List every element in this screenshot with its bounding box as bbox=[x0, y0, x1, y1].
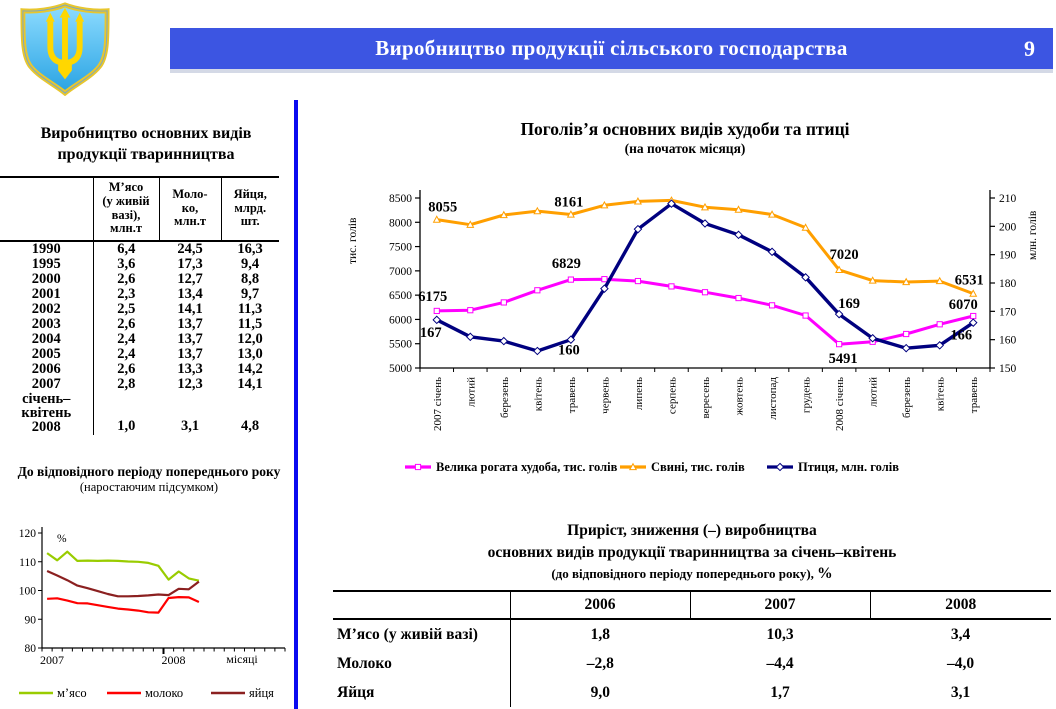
square-marker bbox=[535, 288, 540, 293]
series-line bbox=[437, 279, 973, 344]
year-cell: 2005 bbox=[31, 346, 61, 362]
legend-label: Велика рогата худоба, тис. голів bbox=[436, 460, 618, 474]
legend-label: м’ясо bbox=[57, 686, 87, 700]
value-cell: 1,7 bbox=[770, 683, 790, 701]
column-header: Яйця, млрд. шт. bbox=[221, 177, 279, 241]
legend-label: Свині, тис. голів bbox=[651, 460, 745, 474]
series-line bbox=[47, 552, 199, 581]
table-row bbox=[333, 678, 1051, 707]
table-row bbox=[0, 332, 279, 347]
square-marker bbox=[736, 295, 741, 300]
production-table bbox=[0, 176, 279, 435]
value-cell: 2,6 bbox=[93, 362, 159, 377]
svg-text:110: 110 bbox=[19, 556, 36, 569]
value-cell: 13,3 bbox=[177, 361, 203, 377]
value-cell: 12,7 bbox=[177, 271, 203, 287]
table-row bbox=[333, 649, 1051, 678]
x-axis-title: місяці bbox=[226, 652, 258, 666]
square-marker bbox=[937, 322, 942, 327]
data-label: 8055 bbox=[428, 199, 458, 216]
x-tick-label: квітень bbox=[532, 377, 545, 412]
table-row bbox=[0, 317, 279, 332]
year-cell: січень– квітень 2008 bbox=[21, 391, 72, 435]
x-tick-label: 2007 січень bbox=[431, 377, 444, 432]
svg-text:5000: 5000 bbox=[389, 363, 412, 375]
header-bar bbox=[170, 28, 1053, 69]
value-cell: 14,1 bbox=[177, 301, 203, 317]
svg-text:6000: 6000 bbox=[389, 314, 412, 327]
svg-text:180: 180 bbox=[999, 278, 1017, 290]
vertical-divider bbox=[294, 100, 298, 709]
production-table-title: Виробництво основних видів продукції тваринництва bbox=[40, 125, 252, 163]
series-line bbox=[47, 597, 199, 613]
year-cell: 1990 bbox=[31, 241, 61, 257]
square-marker bbox=[415, 464, 420, 469]
x-tick-label: березень bbox=[901, 377, 914, 418]
table-header-row bbox=[0, 177, 279, 241]
herd-chart-svg bbox=[320, 172, 1050, 482]
year-column-header: 2006 bbox=[510, 591, 690, 619]
svg-text:8000: 8000 bbox=[389, 217, 412, 230]
svg-text:100: 100 bbox=[18, 585, 36, 598]
growth-table bbox=[333, 590, 1051, 707]
value-cell: 8,8 bbox=[240, 271, 260, 287]
square-marker bbox=[669, 284, 674, 289]
data-label: 160 bbox=[558, 342, 580, 359]
svg-text:160: 160 bbox=[999, 334, 1017, 347]
growth-table-title: Приріст, зниження (–) виробництва основних видів продукції тваринництва за січень–квітень (до відповідного періоду попереднього року), % bbox=[487, 522, 897, 583]
year-cell: 2003 bbox=[31, 316, 61, 332]
year-column-header: 2008 bbox=[870, 591, 1051, 619]
x-tick-label: липень bbox=[632, 377, 645, 411]
row-label-cell: М’ясо (у живій вазі) bbox=[337, 625, 478, 643]
table-header-row bbox=[333, 591, 1051, 619]
right-axis-title: млн. голів bbox=[1027, 210, 1039, 260]
value-cell: 9,0 bbox=[510, 678, 690, 707]
year-cell: 2006 bbox=[31, 361, 61, 377]
x-tick-label: 2007 bbox=[40, 653, 64, 667]
legend-label: молоко bbox=[145, 686, 184, 700]
chart-title: До відповідного періоду попереднього року bbox=[17, 464, 281, 479]
square-marker bbox=[635, 278, 640, 283]
x-tick-label: лютий bbox=[465, 377, 478, 408]
value-cell: 3,1 bbox=[950, 683, 971, 701]
square-marker bbox=[501, 300, 506, 305]
svg-text:210: 210 bbox=[999, 193, 1017, 205]
value-cell: 2,3 bbox=[93, 287, 159, 302]
value-cell: 1,0 bbox=[93, 392, 159, 435]
y-axis-unit: % bbox=[57, 533, 67, 545]
square-marker bbox=[568, 277, 573, 282]
value-cell: 13,7 bbox=[177, 346, 203, 362]
value-cell: 2,6 bbox=[93, 317, 159, 332]
svg-text:120: 120 bbox=[18, 528, 36, 540]
herd-chart-title: Поголів’я основних видів худоби та птиці (на початок місяця) bbox=[520, 119, 850, 156]
value-cell: 3,1 bbox=[180, 418, 200, 434]
growth-table-block bbox=[333, 520, 1051, 707]
square-marker bbox=[468, 308, 473, 313]
column-header: М’ясо (у живій вазі), млн.т bbox=[93, 177, 159, 241]
svg-text:8500: 8500 bbox=[389, 193, 412, 205]
value-cell: 2,5 bbox=[93, 302, 159, 317]
row-label-cell: Яйця bbox=[337, 683, 375, 701]
svg-text:5500: 5500 bbox=[389, 338, 412, 351]
value-cell: 12,3 bbox=[177, 376, 203, 392]
diamond-marker bbox=[776, 463, 783, 470]
value-cell: 2,4 bbox=[93, 347, 159, 362]
stub-cell bbox=[333, 591, 510, 619]
table-row bbox=[0, 302, 279, 317]
value-cell: 2,4 bbox=[93, 332, 159, 347]
value-cell: 17,3 bbox=[177, 256, 203, 272]
x-tick-label: листопад bbox=[767, 377, 780, 420]
value-cell: 4,8 bbox=[240, 418, 260, 434]
x-tick-label: 2008 bbox=[161, 653, 186, 667]
square-marker bbox=[602, 277, 607, 282]
svg-text:190: 190 bbox=[999, 249, 1017, 262]
legend-label: Птиця, млн. голів bbox=[798, 460, 899, 474]
value-cell: 13,7 bbox=[177, 316, 203, 332]
square-marker bbox=[803, 313, 808, 318]
svg-text:6500: 6500 bbox=[389, 290, 412, 303]
data-label: 7020 bbox=[829, 246, 859, 263]
data-label: 167 bbox=[419, 324, 442, 341]
value-cell: 11,5 bbox=[237, 316, 263, 332]
x-tick-label: травень bbox=[565, 377, 578, 414]
data-label: 8161 bbox=[554, 194, 584, 211]
square-marker bbox=[434, 308, 439, 313]
year-cell: 2000 bbox=[31, 271, 61, 287]
year-column-header: 2007 bbox=[690, 591, 870, 619]
value-cell: –2,8 bbox=[510, 649, 690, 678]
value-cell: 9,4 bbox=[240, 256, 260, 272]
x-tick-label: 2008 січень bbox=[834, 377, 847, 432]
year-cell: 2001 bbox=[31, 286, 61, 302]
table-row bbox=[0, 241, 279, 257]
table-row bbox=[0, 362, 279, 377]
diamond-marker bbox=[903, 345, 910, 352]
x-tick-label: вересень bbox=[700, 377, 712, 419]
page-title: Виробництво продукції сільського господарства bbox=[375, 36, 848, 60]
value-cell: 11,3 bbox=[237, 301, 263, 317]
value-cell: 14,1 bbox=[237, 376, 263, 392]
value-cell: 13,7 bbox=[177, 331, 203, 347]
data-label: 166 bbox=[950, 327, 973, 344]
row-label-cell: Молоко bbox=[337, 654, 392, 672]
data-label: 6829 bbox=[551, 256, 581, 273]
chart-subtitle: (наростаючим підсумком) bbox=[79, 480, 219, 494]
x-tick-label: березень bbox=[498, 377, 511, 418]
coat-of-arms-ukraine bbox=[10, 2, 120, 96]
value-cell: 3,4 bbox=[950, 625, 971, 643]
value-cell: 2,6 bbox=[93, 272, 159, 287]
value-cell: 9,7 bbox=[240, 286, 260, 302]
value-cell: –4,4 bbox=[766, 654, 794, 672]
x-tick-label: серпень bbox=[666, 377, 679, 415]
svg-text:150: 150 bbox=[999, 363, 1017, 375]
year-cell: 1995 bbox=[31, 256, 61, 272]
x-tick-label: лютий bbox=[867, 377, 880, 408]
value-cell: 13,0 bbox=[237, 346, 263, 362]
data-label: 5491 bbox=[828, 351, 858, 368]
table-row bbox=[0, 377, 279, 392]
value-cell: 1,8 bbox=[510, 619, 690, 649]
svg-text:80: 80 bbox=[24, 643, 36, 655]
value-cell: 10,3 bbox=[766, 625, 794, 643]
value-cell: 12,0 bbox=[237, 331, 263, 347]
table-row bbox=[0, 347, 279, 362]
column-header: Моло- ко, млн.т bbox=[159, 177, 221, 241]
table-row bbox=[0, 257, 279, 272]
left-axis-title: тис. голів bbox=[347, 217, 359, 264]
square-marker bbox=[837, 342, 842, 347]
x-tick-label: червень bbox=[599, 377, 612, 414]
square-marker bbox=[971, 313, 976, 318]
data-label: 6070 bbox=[948, 297, 978, 314]
data-label: 6531 bbox=[954, 272, 984, 289]
table-row bbox=[0, 392, 279, 435]
data-label: 6175 bbox=[418, 288, 448, 305]
year-cell: 2004 bbox=[31, 331, 61, 347]
value-cell: 16,3 bbox=[237, 241, 263, 257]
value-cell: 3,6 bbox=[93, 257, 159, 272]
table-row bbox=[0, 287, 279, 302]
svg-text:7000: 7000 bbox=[389, 265, 412, 278]
stub-cell bbox=[0, 177, 93, 241]
x-tick-label: квітень bbox=[934, 377, 947, 412]
value-cell: 14,2 bbox=[237, 361, 263, 377]
x-tick-label: травень bbox=[968, 377, 981, 414]
svg-text:90: 90 bbox=[24, 614, 36, 627]
svg-text:7500: 7500 bbox=[389, 241, 412, 254]
year-cell: 2002 bbox=[31, 301, 61, 317]
value-cell: –4,0 bbox=[946, 654, 975, 672]
series-line bbox=[437, 200, 973, 293]
table-row bbox=[0, 272, 279, 287]
value-cell: 24,5 bbox=[177, 241, 203, 257]
value-cell: 6,4 bbox=[93, 241, 159, 257]
svg-text:200: 200 bbox=[999, 221, 1017, 234]
data-label: 169 bbox=[838, 296, 860, 313]
x-tick-label: жовтень bbox=[733, 377, 746, 416]
svg-text:170: 170 bbox=[999, 306, 1017, 319]
x-tick-label: грудень bbox=[800, 377, 813, 414]
square-marker bbox=[769, 303, 774, 308]
page-number: 9 bbox=[1024, 35, 1035, 61]
square-marker bbox=[702, 290, 707, 295]
legend-label: яйця bbox=[249, 686, 274, 700]
year-cell: 2007 bbox=[31, 376, 61, 392]
square-marker bbox=[904, 331, 909, 336]
value-cell: 2,8 bbox=[93, 377, 159, 392]
value-cell: 13,4 bbox=[177, 286, 203, 302]
table-row bbox=[333, 619, 1051, 649]
cumulative-chart bbox=[5, 460, 293, 709]
